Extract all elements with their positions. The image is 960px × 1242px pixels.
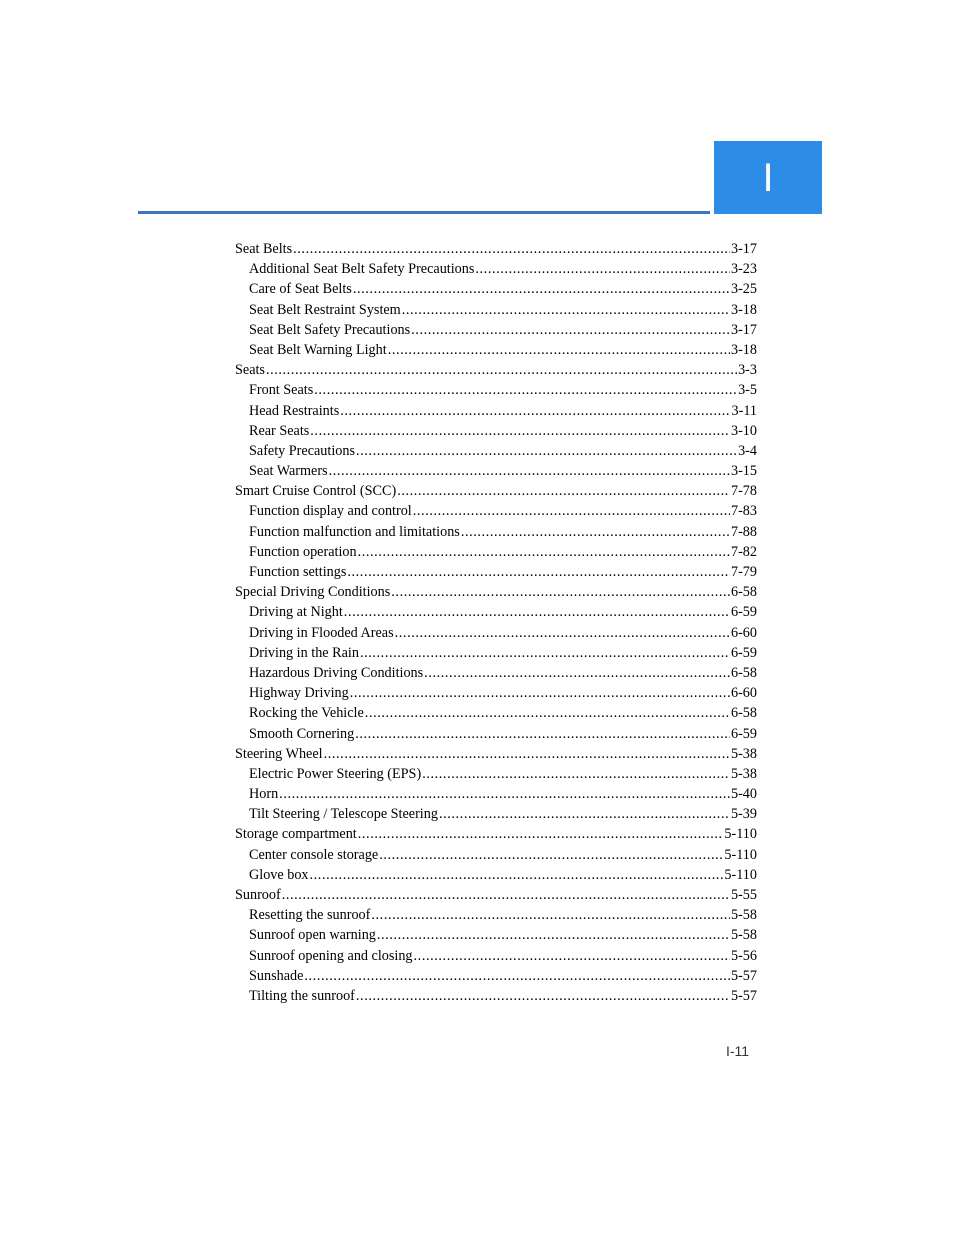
dot-leader [377,925,730,945]
index-subentry [235,784,757,804]
index-entry-label: Storage compartment [235,826,357,843]
index-subentry [235,340,757,360]
dot-leader [371,905,730,925]
index-subentry [235,259,757,279]
index-subentry [235,845,757,865]
dot-leader [439,804,730,824]
dot-leader [347,562,730,582]
index-entry-page: 3-10 [730,422,757,439]
index-subentry [235,946,757,966]
index-entry-page: 6-60 [730,624,757,641]
index-subentry [235,320,757,340]
index-subentry [235,401,757,421]
dot-leader [355,724,730,744]
index-entry [235,239,757,259]
index-subentry [235,522,757,542]
dot-leader [356,441,737,461]
index-entry [235,582,757,602]
index-entry-page: 6-59 [730,725,757,742]
index-entry-page: 5-110 [724,826,757,843]
index-subentry [235,602,757,622]
index-entry-label: Function settings [249,564,347,580]
index-entry-label: Resetting the sunroof [249,907,371,924]
index-list [235,239,757,1006]
index-entry-page: 3-18 [730,341,757,358]
index-entry-label: Function malfunction and limitations [249,523,460,540]
index-entry-label: Function display and control [249,503,412,520]
dot-leader [424,663,730,683]
section-tab-label: I [762,155,774,200]
index-entry [235,744,757,764]
index-entry-label: Care of Seat Belts [249,281,352,298]
dot-leader [360,643,730,663]
index-subentry [235,966,757,986]
index-subentry [235,380,757,400]
index-entry-page: 6-59 [730,644,757,661]
index-entry-page: 5-110 [724,866,757,883]
index-subentry [235,905,757,925]
index-entry-label: Glove box [249,866,309,883]
index-entry-page: 5-40 [730,786,757,803]
index-entry-label: Seat Belts [235,241,293,257]
index-entry-page: 3-3 [738,362,757,379]
index-entry-label: Driving in the Rain [249,644,359,661]
index-subentry [235,925,757,945]
index-entry-page: 5-38 [730,765,757,782]
dot-leader [266,360,737,380]
index-entry-page: 3-17 [730,321,757,338]
index-subentry [235,865,757,885]
index-entry-label: Seats [235,362,265,379]
index-entry-label: Rear Seats [249,422,310,439]
index-subentry [235,623,757,643]
dot-leader [279,784,730,804]
index-entry-label: Horn [249,786,279,803]
index-entry-page: 7-83 [730,503,757,520]
index-entry-label: Rocking the Vehicle [249,705,364,722]
dot-leader [344,602,730,622]
index-entry-page: 5-39 [730,806,757,823]
index-subentry [235,300,757,320]
dot-leader [411,320,730,340]
header-rule [138,211,710,214]
index-subentry [235,764,757,784]
index-entry-label: Front Seats [249,382,314,399]
index-entry-page: 6-58 [730,705,757,722]
dot-leader [324,744,730,764]
index-entry-page: 6-59 [730,604,757,621]
index-entry-label: Electric Power Steering (EPS) [249,765,422,782]
dot-leader [358,824,724,844]
index-subentry [235,804,757,824]
index-entry-label: Sunroof [235,887,281,903]
index-subentry [235,542,757,562]
index-entry-page: 7-88 [730,523,757,540]
index-entry-label: Hazardous Driving Conditions [249,664,424,681]
index-entry-label: Center console storage [249,846,379,863]
index-entry-page: 5-57 [730,987,757,1004]
index-entry-page: 7-82 [730,543,757,560]
index-entry-label: Seat Belt Safety Precautions [249,321,411,338]
index-subentry [235,703,757,723]
index-entry-page: 5-55 [730,887,757,903]
index-entry-page: 7-78 [730,483,757,500]
dot-leader [397,481,730,501]
index-entry [235,481,757,501]
index-subentry [235,279,757,299]
dot-leader [329,461,730,481]
index-entry-label: Smart Cruise Control (SCC) [235,483,397,500]
index-subentry [235,562,757,582]
index-entry-page: 5-56 [730,947,757,964]
dot-leader [413,501,730,521]
dot-leader [310,421,730,441]
index-entry-label: Sunroof opening and closing [249,947,413,964]
index-entry-label: Highway Driving [249,685,349,702]
index-entry-page: 5-58 [730,907,757,924]
index-entry [235,885,757,905]
index-entry-label: Seat Belt Warning Light [249,341,387,358]
index-subentry [235,724,757,744]
index-entry [235,824,757,844]
index-entry-label: Seat Warmers [249,463,328,480]
page-number: I-11 [726,1043,750,1059]
index-entry-page: 5-110 [724,846,757,863]
index-entry-label: Sunshade [249,967,304,984]
index-subentry [235,461,757,481]
dot-leader [395,623,730,643]
index-entry-label: Steering Wheel [235,745,323,762]
index-entry-label: Driving at Night [249,604,343,621]
index-entry-page: 3-5 [738,382,757,399]
dot-leader [340,401,730,421]
section-tab [714,141,822,214]
index-entry-page: 3-18 [730,301,757,318]
dot-leader [379,845,723,865]
index-subentry [235,643,757,663]
index-entry-label: Sunroof open warning [249,927,376,944]
index-subentry [235,441,757,461]
index-subentry [235,501,757,521]
index-entry-label: Safety Precautions [249,442,355,459]
dot-leader [353,279,730,299]
dot-leader [402,300,730,320]
dot-leader [475,259,730,279]
index-entry-page: 5-38 [730,745,757,762]
index-entry-label: Driving in Flooded Areas [249,624,394,641]
dot-leader [356,986,730,1006]
dot-leader [304,966,730,986]
dot-leader [461,522,730,542]
index-subentry [235,663,757,683]
index-entry-label: Head Restraints [249,402,340,419]
index-subentry [235,683,757,703]
index-subentry [235,421,757,441]
index-entry-label: Additional Seat Belt Safety Precautions [249,261,475,278]
dot-leader [414,946,730,966]
index-entry [235,360,757,380]
dot-leader [422,764,730,784]
dot-leader [350,683,730,703]
index-entry-label: Tilt Steering / Telescope Steering [249,806,438,823]
index-entry-label: Seat Belt Restraint System [249,301,401,318]
index-entry-label: Function operation [249,543,357,560]
index-entry-page: 5-58 [730,927,757,944]
index-entry-page: 3-15 [730,463,757,480]
dot-leader [388,340,730,360]
index-entry-label: Special Driving Conditions [235,584,391,601]
dot-leader [391,582,730,602]
index-entry-page: 6-58 [730,664,757,681]
dot-leader [365,703,730,723]
index-entry-page: 5-57 [730,967,757,984]
index-entry-label: Tilting the sunroof [249,987,355,1004]
dot-leader [293,239,730,259]
dot-leader [358,542,730,562]
index-entry-label: Smooth Cornering [249,725,355,742]
index-entry-page: 7-79 [730,564,757,580]
index-entry-page: 3-25 [730,281,757,298]
index-entry-page: 3-11 [731,402,757,419]
dot-leader [310,865,724,885]
dot-leader [314,380,737,400]
index-entry-page: 6-58 [730,584,757,601]
index-entry-page: 3-17 [730,241,757,257]
dot-leader [282,885,730,905]
index-entry-page: 3-4 [738,442,757,459]
index-entry-page: 3-23 [730,261,757,278]
index-entry-page: 6-60 [730,685,757,702]
index-subentry [235,986,757,1006]
